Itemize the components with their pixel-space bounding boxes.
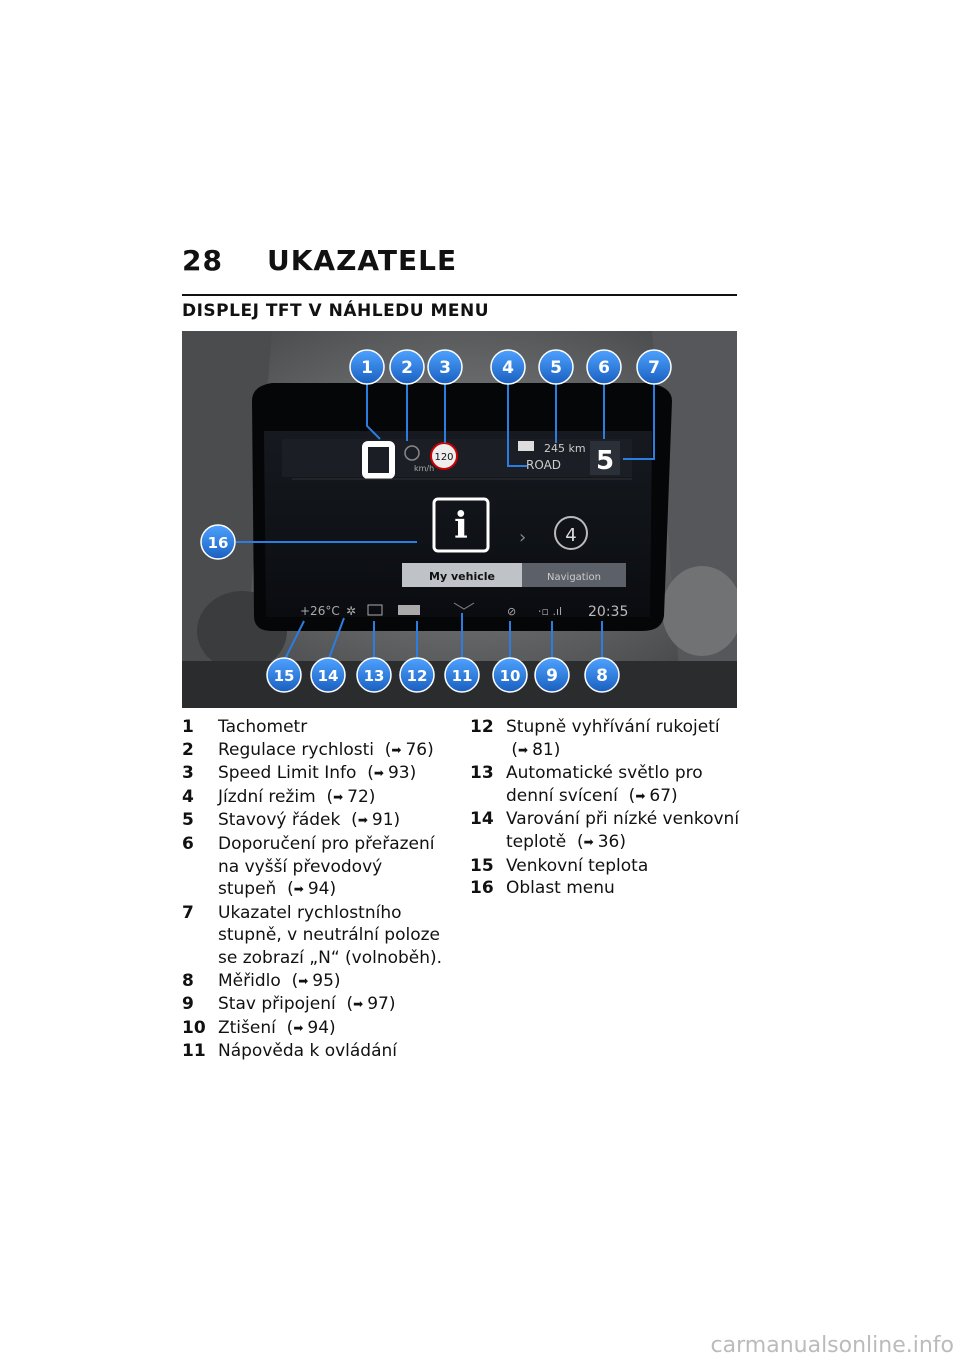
page-reference: (➡ 94): [276, 879, 337, 900]
legend-item: [182, 716, 444, 739]
legend-text: [218, 970, 444, 994]
outside-temp: +26°C: [300, 604, 340, 618]
callout-number-15: 15: [273, 667, 295, 685]
page-reference: (➡ 67): [617, 785, 678, 806]
arrow-right-icon: ➡: [298, 973, 309, 988]
page-reference-number: 94): [307, 879, 337, 900]
legend-number: 8: [182, 970, 194, 991]
page-reference: (➡ 36): [566, 831, 626, 852]
legend-item: [182, 970, 444, 994]
page-reference-number: 81): [532, 739, 561, 760]
legend-label: Venkovní teplota: [506, 855, 649, 876]
arrow-right-icon: ➡: [583, 834, 594, 849]
callout-number-10: 10: [499, 667, 521, 685]
page-reference-number: 72): [347, 786, 376, 807]
legend-label: Stavový řádek: [218, 810, 341, 831]
menu-tab-navigation: Navigation: [547, 572, 601, 583]
callout-number-3: 3: [439, 358, 451, 378]
arrow-right-icon: ➡: [373, 766, 384, 781]
display-illustration: [182, 331, 737, 708]
legend-item: [470, 762, 740, 808]
legend-item: [470, 808, 740, 854]
legend-label: Měřidlo: [218, 970, 281, 991]
legend-number: 12: [470, 717, 494, 737]
callout-number-8: 8: [596, 666, 608, 686]
callout-number-5: 5: [550, 358, 562, 378]
legend-number: 5: [182, 810, 194, 831]
svg-text:✲: ✲: [346, 604, 357, 618]
page-reference-number: 36): [597, 831, 626, 852]
arrow-right-icon: ➡: [391, 742, 402, 757]
arrow-right-icon: ➡: [293, 882, 304, 897]
callout-number-11: 11: [451, 667, 473, 685]
callout-number-6: 6: [598, 358, 610, 378]
legend-number: 2: [182, 739, 194, 760]
page-reference-number: 97): [367, 994, 396, 1015]
legend-text: [218, 1040, 444, 1063]
callout-number-4: 4: [502, 358, 514, 378]
legend-item: [182, 762, 444, 786]
legend-label: Regulace rychlosti: [218, 739, 374, 760]
legend-label: Tachometr: [218, 717, 308, 737]
legend-label: Speed Limit Info: [218, 763, 357, 784]
page-number: 28: [182, 244, 223, 277]
legend-number: 7: [182, 902, 194, 923]
legend-left: [182, 716, 444, 1063]
callout-number-13: 13: [363, 667, 385, 685]
callout-number-14: 14: [317, 667, 339, 685]
page-header: [182, 244, 457, 277]
callout-number-12: 12: [406, 667, 428, 685]
svg-text:⋅▫ .ıl: ⋅▫ .ıl: [538, 605, 563, 618]
svg-text:4: 4: [565, 525, 577, 546]
page-reference: (➡ 94): [275, 1017, 336, 1038]
legend-item: [182, 993, 444, 1017]
legend-text: [218, 716, 444, 739]
arrow-right-icon: ➡: [353, 997, 364, 1012]
legend-text: [506, 808, 740, 854]
legend-item: [182, 833, 444, 902]
svg-text:i: i: [454, 505, 468, 547]
legend-item: [182, 1017, 444, 1041]
legend-label: Stupně vyhřívání rukojetí: [506, 717, 720, 737]
page-reference-number: 94): [307, 1017, 336, 1038]
legend-label: Ztišení: [218, 1017, 276, 1038]
callout-number-2: 2: [401, 358, 413, 378]
legend-label: Ukazatel rychlostního stupně, v neutrální poloze se zobrazí „N“ (volnoběh).: [218, 902, 443, 968]
legend-number: 4: [182, 786, 194, 807]
legend-number: 10: [182, 1017, 206, 1038]
legend-text: [506, 716, 740, 762]
callout-number-9: 9: [546, 666, 558, 686]
legend-item: [182, 809, 444, 833]
speed-unit: km/h: [414, 464, 435, 473]
arrow-right-icon: ➡: [635, 788, 646, 803]
tft-display-photo: [182, 331, 737, 708]
callout-number-7: 7: [648, 358, 660, 378]
gear-indicator: 5: [595, 446, 615, 476]
legend-label: Oblast menu: [506, 878, 615, 899]
legend-item: [470, 716, 740, 762]
legend-text: [218, 762, 444, 786]
legend-number: 3: [182, 763, 194, 784]
legend-number: 13: [470, 763, 494, 784]
page-reference: (➡ 72): [315, 786, 376, 807]
legend-text: [218, 1017, 444, 1041]
legend-right: [470, 716, 740, 900]
legend-number: 1: [182, 717, 194, 737]
header-rule: [182, 294, 737, 296]
legend-number: 11: [182, 1041, 206, 1062]
legend-text: [218, 739, 444, 763]
legend-text: [506, 877, 740, 900]
watermark: carmanualsonline.info: [710, 1333, 954, 1358]
speed-limit: 120: [434, 452, 454, 463]
callout-number-1: 1: [361, 358, 373, 378]
page-reference: (➡ 76): [373, 739, 434, 760]
legend-item: [182, 902, 444, 970]
legend-text: [506, 762, 740, 808]
range-readout: 245 km: [544, 442, 586, 455]
page-reference-number: 91): [371, 810, 401, 831]
legend-number: 9: [182, 994, 194, 1015]
legend-text: [218, 809, 444, 833]
page-reference-number: 95): [312, 970, 341, 991]
legend-label: Jízdní režim: [218, 786, 316, 807]
legend-text: [218, 833, 444, 902]
page-reference-number: 76): [405, 739, 434, 760]
legend-text: [218, 993, 444, 1017]
menu-tab-my-vehicle: My vehicle: [429, 570, 495, 583]
page-reference: (➡ 95): [280, 970, 341, 991]
clock: 20:35: [588, 604, 629, 620]
legend-label: Varování při nízké venkovní teplotě: [506, 809, 740, 852]
legend-number: 14: [470, 809, 494, 830]
legend-label: Nápověda k ovládání: [218, 1041, 398, 1062]
legend-item: [182, 786, 444, 810]
page-subtitle: DISPLEJ TFT V NÁHLEDU MENU: [182, 301, 490, 321]
page-reference-number: 93): [387, 763, 417, 784]
section-title: UKAZATELE: [266, 244, 458, 277]
arrow-right-icon: ➡: [518, 742, 529, 757]
page-reference: (➡ 81): [506, 739, 561, 760]
page-reference: (➡ 97): [335, 994, 396, 1015]
legend-number: 15: [470, 855, 494, 876]
page-reference: (➡ 91): [340, 810, 401, 831]
legend-item: [470, 877, 740, 900]
legend-label: Doporučení pro přeřazení na vyšší převodový stupeň: [218, 833, 435, 900]
arrow-right-icon: ➡: [333, 789, 344, 804]
legend-item: [182, 739, 444, 763]
arrow-right-icon: ➡: [357, 813, 368, 828]
legend-label: Stav připojení: [218, 994, 336, 1015]
legend-item: [470, 855, 740, 878]
arrow-right-icon: ➡: [293, 1020, 304, 1035]
page-reference-number: 67): [649, 785, 678, 806]
svg-text:⊘: ⊘: [507, 605, 517, 618]
legend-label: Automatické světlo pro denní svícení: [506, 763, 703, 806]
legend-text: [218, 786, 444, 810]
riding-mode: ROAD: [526, 458, 562, 472]
page-reference: (➡ 93): [356, 763, 417, 784]
svg-text:›: ›: [519, 527, 527, 548]
legend-number: 16: [470, 878, 494, 899]
legend-item: [182, 1040, 444, 1063]
callout-number-16: 16: [207, 534, 229, 552]
legend-number: 6: [182, 833, 194, 854]
legend-text: [506, 855, 740, 878]
legend-text: [218, 902, 444, 970]
